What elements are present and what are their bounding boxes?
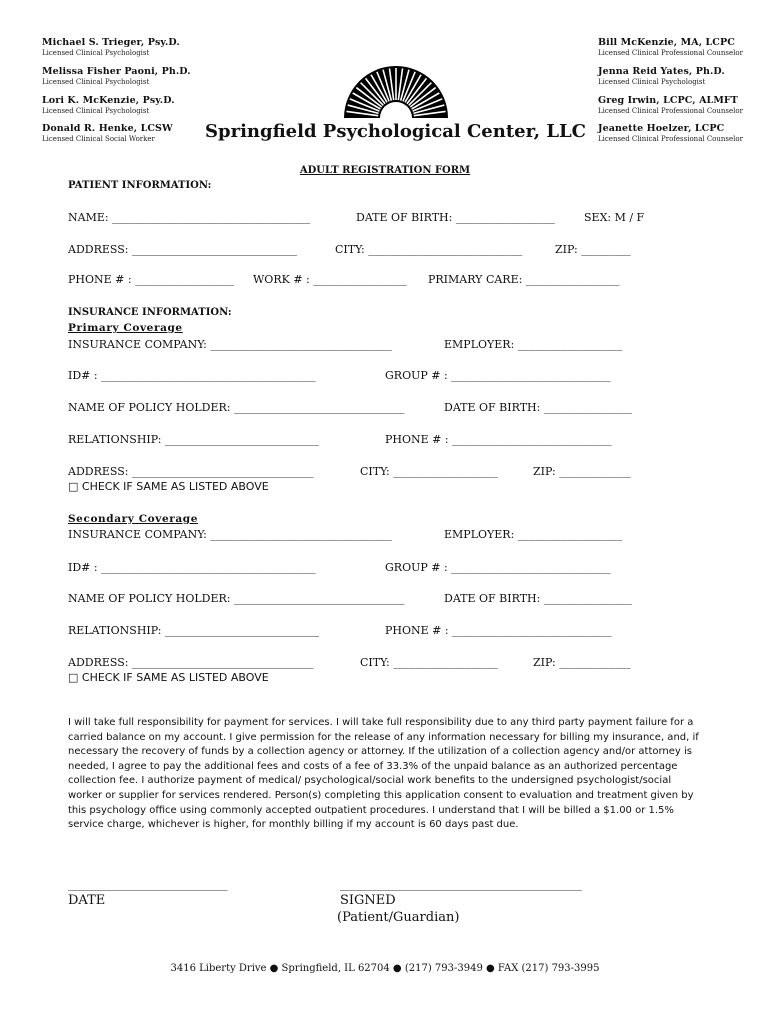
primary-address-field[interactable]: ADDRESS: _________________________________ bbox=[68, 465, 314, 478]
staff-left-credential-3: Licensed Clinical Psychologist bbox=[42, 107, 150, 115]
primary-employer-field[interactable]: EMPLOYER: ___________________ bbox=[444, 338, 623, 351]
secondary-zip-field[interactable]: ZIP: _____________ bbox=[533, 656, 631, 669]
staff-left-name-2: Melissa Fisher Paoni, Ph.D. bbox=[42, 66, 191, 77]
patient-info-heading: PATIENT INFORMATION: bbox=[68, 180, 212, 191]
primary-policy-holder-field[interactable]: NAME OF POLICY HOLDER: _______________________________ bbox=[68, 401, 405, 414]
patient-city-field[interactable]: CITY: ____________________________ bbox=[335, 243, 523, 256]
patient-phone-field[interactable]: PHONE # : __________________ bbox=[68, 273, 235, 286]
staff-right-credential-1: Licensed Clinical Professional Counselor bbox=[598, 49, 743, 57]
secondary-employer-field[interactable]: EMPLOYER: ___________________ bbox=[444, 528, 623, 541]
patient-guardian-label: (Patient/Guardian) bbox=[337, 910, 460, 925]
secondary-group-field[interactable]: GROUP # : _____________________________ bbox=[385, 561, 611, 574]
insurance-info-heading: INSURANCE INFORMATION: bbox=[68, 307, 232, 318]
staff-right-name-3: Greg Irwin, LCPC, ALMFT bbox=[598, 95, 738, 106]
secondary-policy-holder-field[interactable]: NAME OF POLICY HOLDER: _______________________________ bbox=[68, 592, 405, 605]
primary-coverage-label: Primary Coverage bbox=[68, 322, 183, 334]
primary-same-as-above-checkbox[interactable]: □ CHECK IF SAME AS LISTED ABOVE bbox=[68, 480, 269, 493]
secondary-coverage-label: Secondary Coverage bbox=[68, 513, 199, 525]
patient-sex-field[interactable]: SEX: M / F bbox=[584, 211, 645, 224]
footer-address: 3416 Liberty Drive ● Springfield, IL 62704 ● (217) 793-3949 ● FAX (217) 793-3995 bbox=[170, 963, 600, 974]
patient-address-field[interactable]: ADDRESS: ______________________________ bbox=[68, 243, 297, 256]
secondary-id-field[interactable]: ID# : _______________________________________ bbox=[68, 561, 316, 574]
staff-right-name-2: Jenna Reid Yates, Ph.D. bbox=[598, 66, 725, 77]
staff-right-credential-3: Licensed Clinical Professional Counselor bbox=[598, 107, 743, 115]
primary-zip-field[interactable]: ZIP: _____________ bbox=[533, 465, 631, 478]
center-name-title: Springfield Psychological Center, LLC bbox=[205, 121, 586, 142]
secondary-same-as-above-checkbox[interactable]: □ CHECK IF SAME AS LISTED ABOVE bbox=[68, 671, 269, 684]
staff-left-name-1: Michael S. Trieger, Psy.D. bbox=[42, 37, 180, 48]
primary-city-field[interactable]: CITY: ___________________ bbox=[360, 465, 498, 478]
primary-relationship-field[interactable]: RELATIONSHIP: ____________________________ bbox=[68, 433, 319, 446]
secondary-relationship-field[interactable]: RELATIONSHIP: ____________________________ bbox=[68, 624, 319, 637]
primary-id-field[interactable]: ID# : _______________________________________ bbox=[68, 369, 316, 382]
patient-primary-care-field[interactable]: PRIMARY CARE: _________________ bbox=[428, 273, 620, 286]
form-title: ADULT REGISTRATION FORM bbox=[299, 165, 471, 176]
staff-left-name-4: Donald R. Henke, LCSW bbox=[42, 123, 173, 134]
patient-name-field[interactable]: NAME: ____________________________________ bbox=[68, 211, 311, 224]
staff-right-name-1: Bill McKenzie, MA, LCPC bbox=[598, 37, 735, 48]
patient-work-field[interactable]: WORK # : _________________ bbox=[253, 273, 407, 286]
staff-right-name-4: Jeanette Hoelzer, LCPC bbox=[598, 123, 725, 134]
secondary-address-field[interactable]: ADDRESS: _________________________________ bbox=[68, 656, 314, 669]
staff-left-credential-2: Licensed Clinical Psychologist bbox=[42, 78, 150, 86]
staff-right-credential-2: Licensed Clinical Psychologist bbox=[598, 78, 706, 86]
primary-holder-dob-field[interactable]: DATE OF BIRTH: ________________ bbox=[444, 401, 632, 414]
sunburst-logo-icon bbox=[340, 40, 452, 118]
secondary-phone-field[interactable]: PHONE # : _____________________________ bbox=[385, 624, 612, 637]
secondary-insurance-company-field[interactable]: INSURANCE COMPANY: _________________________________ bbox=[68, 528, 392, 541]
primary-phone-field[interactable]: PHONE # : _____________________________ bbox=[385, 433, 612, 446]
secondary-city-field[interactable]: CITY: ___________________ bbox=[360, 656, 498, 669]
financial-agreement-text: I will take full responsibility for payment for services. I will take full responsibility due to any third party payment failure for a carried balance on my account. I give permission for the release of any information necessary for billing my insurance, and, if necessary the recovery of funds by a collection agency or attorney. If the utilization of a collection agency and/or attorney is needed, I agree to pay the additional fees and costs of a fee of 33.3% of the unpaid balance as an authorized percentage collection fee. I authorize payment of medical/ psychological/social work benefits to the undersigned psychologist/social worker or supplier for services rendered. Person(s) completing this application consent to evaluation and treatment given by this psychology office using commonly accepted outpatient procedures. I understand that I will be billed a $1.00 or 1.5% service charge, whichever is higher, for monthly billing if my account is 60 days past due. bbox=[68, 717, 699, 831]
date-signature-line[interactable]: _____________________________ bbox=[68, 878, 228, 891]
primary-insurance-company-field[interactable]: INSURANCE COMPANY: _________________________________ bbox=[68, 338, 392, 351]
signed-label: SIGNED bbox=[340, 893, 396, 908]
staff-right-credential-4: Licensed Clinical Professional Counselor bbox=[598, 135, 743, 143]
date-label: DATE bbox=[68, 893, 106, 908]
secondary-holder-dob-field[interactable]: DATE OF BIRTH: ________________ bbox=[444, 592, 632, 605]
signed-signature-line[interactable]: ____________________________________________ bbox=[340, 878, 582, 891]
staff-left-credential-4: Licensed Clinical Social Worker bbox=[42, 135, 155, 143]
staff-left-name-3: Lori K. McKenzie, Psy.D. bbox=[42, 95, 175, 106]
patient-zip-field[interactable]: ZIP: _________ bbox=[555, 243, 631, 256]
patient-dob-field[interactable]: DATE OF BIRTH: __________________ bbox=[356, 211, 555, 224]
staff-left-credential-1: Licensed Clinical Psychologist bbox=[42, 49, 150, 57]
primary-group-field[interactable]: GROUP # : _____________________________ bbox=[385, 369, 611, 382]
